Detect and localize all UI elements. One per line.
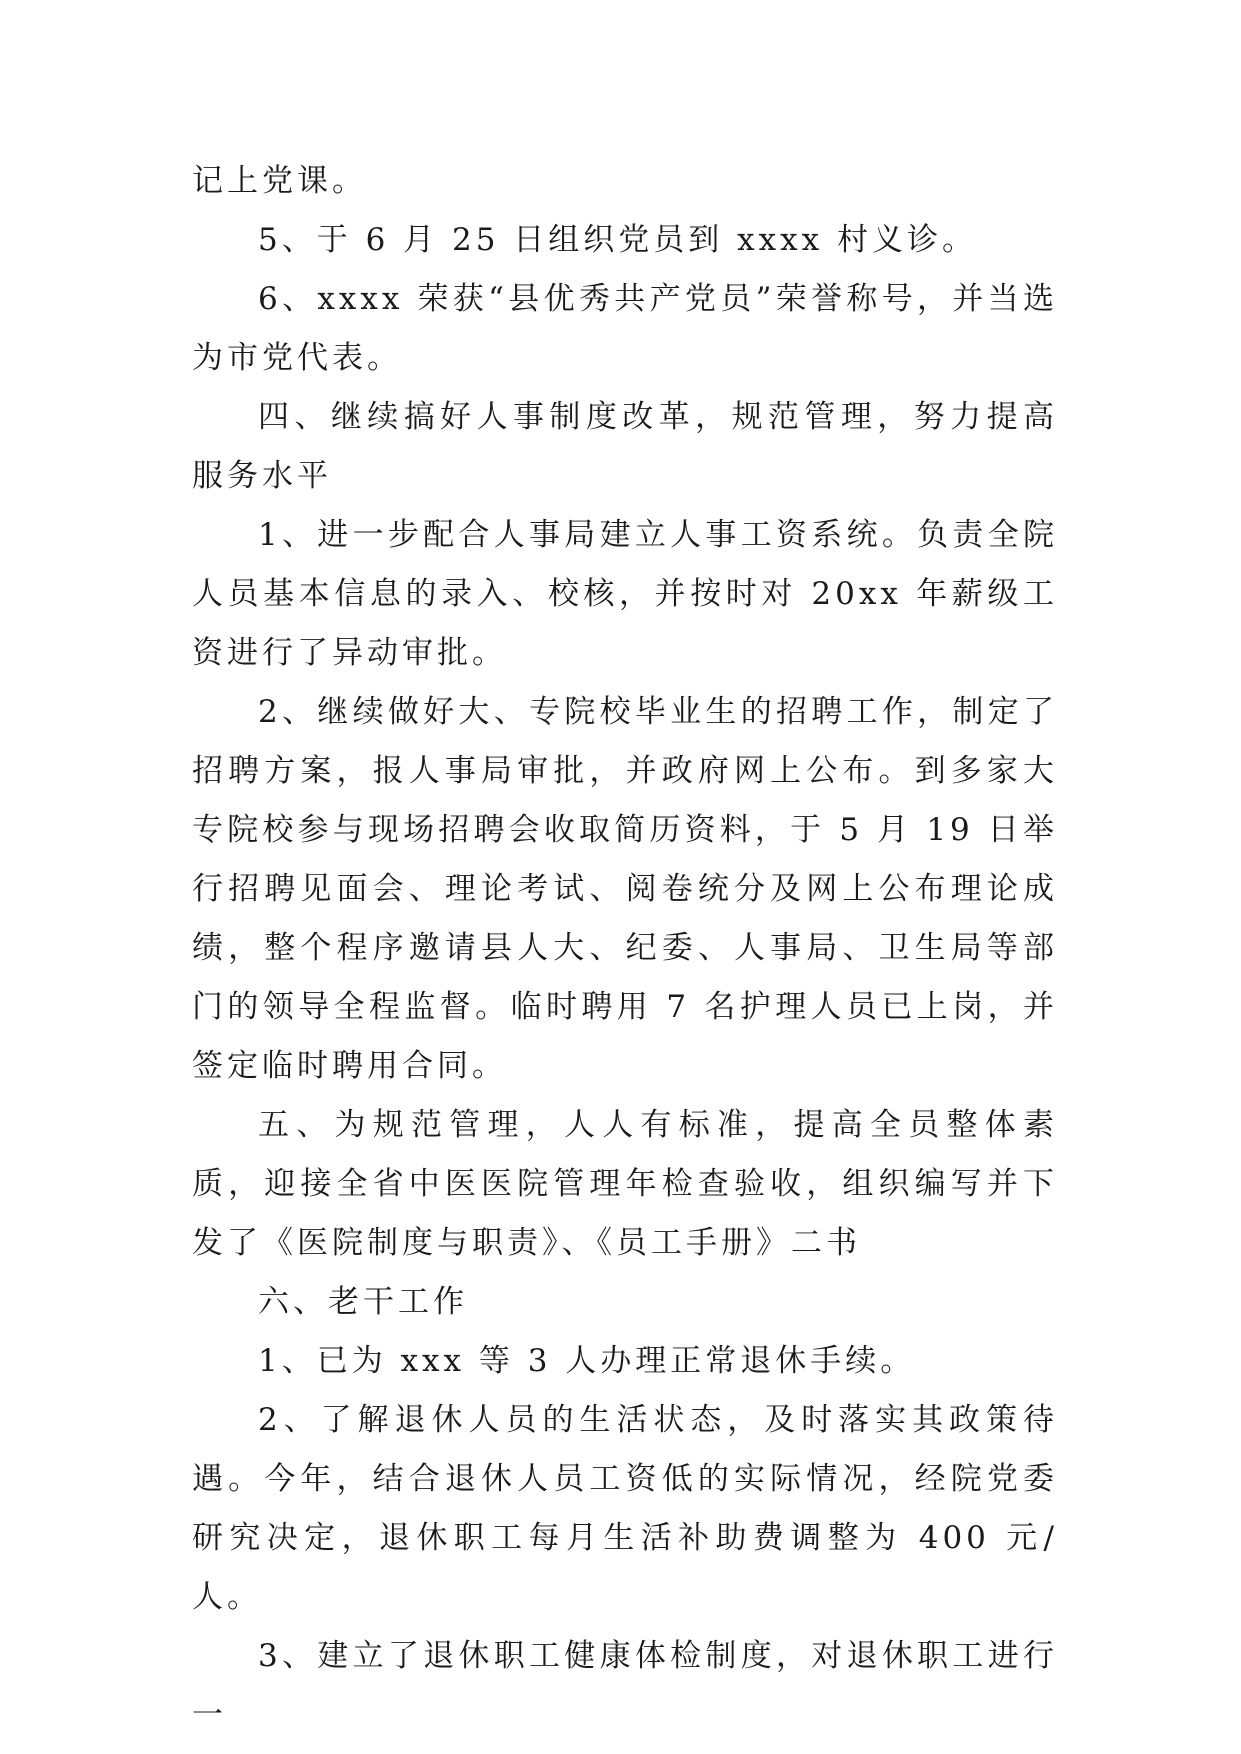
- paragraph-item-5: 5、于 6 月 25 日组织党员到 xxxx 村义诊。: [258, 222, 977, 258]
- document-body: [192, 152, 1058, 1745]
- section-heading-5: 五、为规范管理，人人有标准，提高全员整体素质，迎接全省中医医院管理年检查验收，组织编写并下发了《医院制度与职责》、《员工手册》二书: [192, 1107, 1058, 1261]
- paragraph-item-6: 6、xxxx 荣获“县优秀共产党员”荣誉称号，并当选为市党代表。: [192, 281, 1058, 376]
- paragraph-retiree-item-2: 2、了解退休人员的生活状态，及时落实其政策待遇。今年，结合退休人员工资低的实际情况，经院党委研究决定，退休职工每月生活补助费调整为 400 元/人。: [192, 1402, 1058, 1615]
- section-heading-6: 六、老干工作: [258, 1284, 468, 1320]
- section-heading-4: 四、继续搞好人事制度改革，规范管理，努力提高服务水平: [192, 399, 1058, 494]
- paragraph-hr-item-1: 1、进一步配合人事局建立人事工资系统。负责全院人员基本信息的录入、校核，并按时对 20xx 年薪级工资进行了异动审批。: [192, 517, 1058, 671]
- paragraph-hr-item-2: 2、继续做好大、专院校毕业生的招聘工作，制定了招聘方案，报人事局审批，并政府网上公布。到多家大专院校参与现场招聘会收取简历资料，于 5 月 19 日举行招聘见面会、理论考试、阅卷统分及网上公布理论成绩，整个程序邀请县人大、纪委、人事局、卫生局等部门的领导全程监督。临时聘用 7 名护理人员已上岗，并签定临时聘用合同。: [192, 694, 1058, 1084]
- paragraph-continuation: 记上党课。: [192, 163, 367, 199]
- paragraph-retiree-item-3: 3、建立了退休职工健康体检制度，对退休职工进行一: [192, 1638, 1058, 1733]
- paragraph-retiree-item-1: 1、已为 xxx 等 3 人办理正常退休手续。: [258, 1343, 916, 1379]
